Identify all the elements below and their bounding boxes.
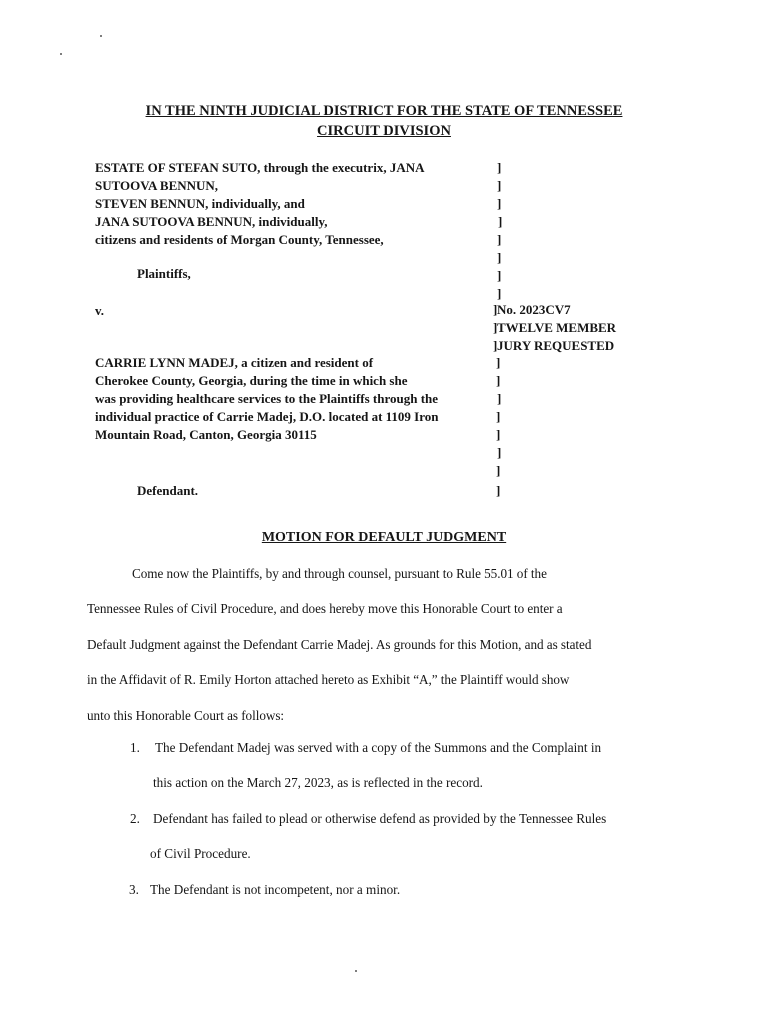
item-2-line-1: Defendant has failed to plead or otherwise defend as provided by the Tennessee Rules	[153, 811, 607, 826]
paragraph-line: unto this Honorable Court as follows:	[87, 707, 285, 723]
caption-bracket: ]	[497, 160, 502, 175]
defendant-block	[95, 354, 495, 444]
case-info	[497, 301, 677, 355]
item-2-number: 2.	[130, 811, 140, 826]
jury-line-1: TWELVE MEMBER	[497, 320, 617, 335]
plaintiffs-block	[95, 159, 495, 249]
plaintiffs-line: citizens and residents of Morgan County, Tennessee,	[95, 232, 384, 247]
defendant-label: Defendant.	[137, 483, 199, 498]
plaintiffs-line: SUTOOVA BENNUN,	[95, 178, 219, 193]
defendant-line: CARRIE LYNN MADEJ, a citizen and resident of	[95, 355, 374, 370]
caption-bracket: ]	[497, 268, 502, 283]
paragraph-line: in the Affidavit of R. Emily Horton attached hereto as Exhibit “A,” the Plaintiff would show	[87, 672, 570, 688]
plaintiffs-label: Plaintiffs,	[137, 266, 191, 281]
caption-bracket: ]	[497, 250, 502, 265]
paragraph-line: Come now the Plaintiffs, by and through counsel, pursuant to Rule 55.01 of the	[132, 566, 547, 581]
item-1-line-1: The Defendant Madej was served with a copy of the Summons and the Complaint in	[155, 740, 602, 755]
scan-speck	[355, 970, 357, 972]
motion-intro-paragraph	[87, 556, 687, 733]
item-1-number: 1.	[130, 740, 140, 755]
caption-bracket: ]	[496, 355, 501, 370]
caption-bracket: ]	[497, 391, 502, 406]
item-1-line-2: this action on the March 27, 2023, as is reflected in the record.	[153, 775, 483, 790]
caption-bracket: ]	[493, 320, 498, 335]
caption-bracket: ]	[493, 302, 498, 317]
plaintiffs-line: STEVEN BENNUN, individually, and	[95, 196, 305, 211]
item-3-line-1: The Defendant is not incompetent, nor a minor.	[150, 882, 401, 897]
caption-bracket: ]	[493, 338, 498, 353]
defendant-line: Mountain Road, Canton, Georgia 30115	[95, 427, 317, 442]
court-heading-line-1: IN THE NINTH JUDICIAL DISTRICT FOR THE STATE OF TENNESSEE	[145, 103, 623, 119]
caption-bracket: ]	[497, 445, 502, 460]
plaintiffs-line: JANA SUTOOVA BENNUN, individually,	[95, 214, 328, 229]
court-heading	[0, 101, 768, 141]
caption-bracket: ]	[496, 463, 501, 478]
case-number: No. 2023CV7	[497, 302, 571, 317]
jury-line-2: JURY REQUESTED	[497, 338, 615, 353]
defendant-line: was providing healthcare services to the Plaintiffs through the	[95, 391, 439, 406]
caption-bracket: ]	[498, 214, 503, 229]
caption-bracket: ]	[496, 427, 501, 442]
court-heading-line-2: CIRCUIT DIVISION	[317, 123, 451, 139]
caption-bracket: ]	[496, 409, 501, 424]
paragraph-line: Default Judgment against the Defendant Carrie Madej. As grounds for this Motion, and as stated	[87, 636, 592, 652]
plaintiffs-line: ESTATE OF STEFAN SUTO, through the executrix, JANA	[95, 160, 425, 175]
scan-speck	[100, 35, 102, 37]
scan-speck	[60, 53, 62, 55]
defendant-line: individual practice of Carrie Madej, D.O. located at 1109 Iron	[95, 409, 439, 424]
defendant-line: Cherokee County, Georgia, during the time in which she	[95, 373, 408, 388]
paragraph-line: Tennessee Rules of Civil Procedure, and does hereby move this Honorable Court to enter a	[87, 601, 563, 617]
caption-bracket: ]	[496, 373, 501, 388]
caption-bracket: ]	[497, 232, 502, 247]
item-2-line-2: of Civil Procedure.	[150, 846, 251, 861]
caption-bracket: ]	[497, 178, 502, 193]
caption-bracket: ]	[496, 483, 501, 498]
item-3-number: 3.	[129, 882, 139, 897]
caption-bracket: ]	[497, 196, 502, 211]
motion-title: MOTION FOR DEFAULT JUDGMENT	[261, 530, 507, 545]
versus-label: v.	[95, 303, 105, 318]
caption-bracket: ]	[497, 286, 502, 301]
